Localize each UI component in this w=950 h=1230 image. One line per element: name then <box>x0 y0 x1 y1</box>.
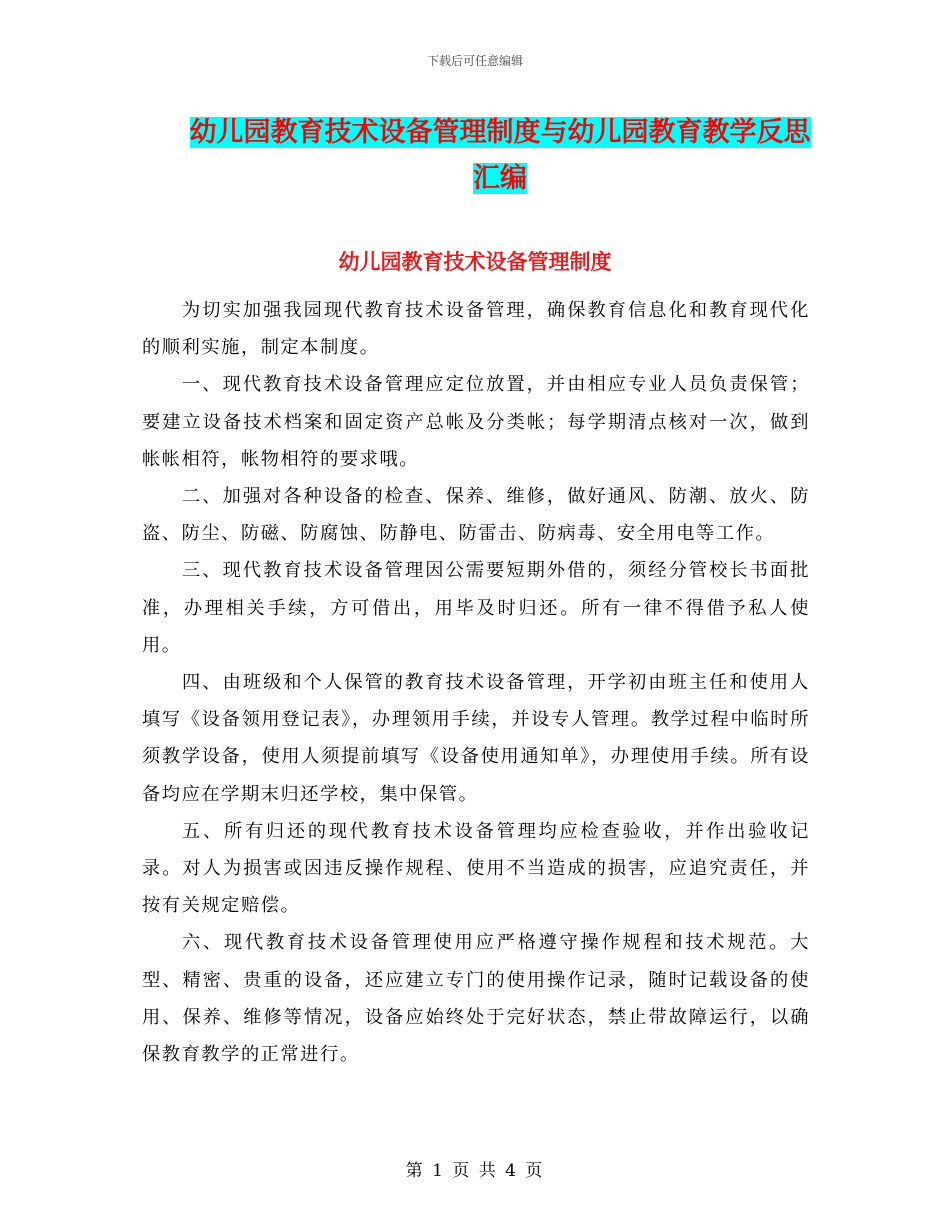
paragraph-item-4: 四、由班级和个人保管的教育技术设备管理，开学初由班主任和使用人填写《设备领用登记表》，办理领用手续，并设专人管理。教学过程中临时所须教学设备，使用人须提前填写《设备使用通知单》，办理使用手续。所有设备均应在学期末归还学校，集中保管。 <box>142 672 810 805</box>
paragraph-item-1: 一、现代教育技术设备管理应定位放置，并由相应专业人员负责保管；要建立设备技术档案和固定资产总帐及分类帐；每学期清点核对一次，做到帐帐相符，帐物相符的要求哦。 <box>142 374 810 470</box>
document-title-line-1: 幼儿园教育技术设备管理制度与幼儿园教育教学反思 <box>189 117 811 148</box>
paragraph-item-6: 六、现代教育技术设备管理使用应严格遵守操作规程和技术规范。大型、精密、贵重的设备，还应建立专门的使用操作记录，随时记载设备的使用、保养、维修等情况，设备应始终处于完好状态，禁止带故障运行，以确保教育教学的正常进行。 <box>142 932 810 1066</box>
paragraph-intro: 为切实加强我园现代教育技术设备管理，确保教育信息化和教育现代化的顺利实施，制定本制度。 <box>142 300 810 359</box>
document-body <box>142 292 810 1073</box>
page-number-footer: 第 1 页 共 4 页 <box>405 1161 545 1181</box>
document-title <box>150 110 850 202</box>
paragraph-item-2: 二、加强对各种设备的检查、保养、维修，做好通风、防潮、放火、防盗、防尘、防磁、防腐蚀、防静电、防雷击、防病毒、安全用电等工作。 <box>142 486 810 545</box>
paragraph-item-5: 五、所有归还的现代教育技术设备管理均应检查验收，并作出验收记录。对人为损害或因违反操作规程、使用不当造成的损害，应追究责任，并按有关规定赔偿。 <box>142 820 810 917</box>
paragraph-item-3: 三、现代教育技术设备管理因公需要短期外借的，须经分管校长书面批准，办理相关手续，方可借出，用毕及时归还。所有一律不得借予私人使用。 <box>142 560 810 656</box>
header-note: 下载后可任意编辑 <box>426 54 523 68</box>
document-title-line-2: 汇编 <box>473 163 527 194</box>
section-title: 幼儿园教育技术设备管理制度 <box>338 250 612 274</box>
